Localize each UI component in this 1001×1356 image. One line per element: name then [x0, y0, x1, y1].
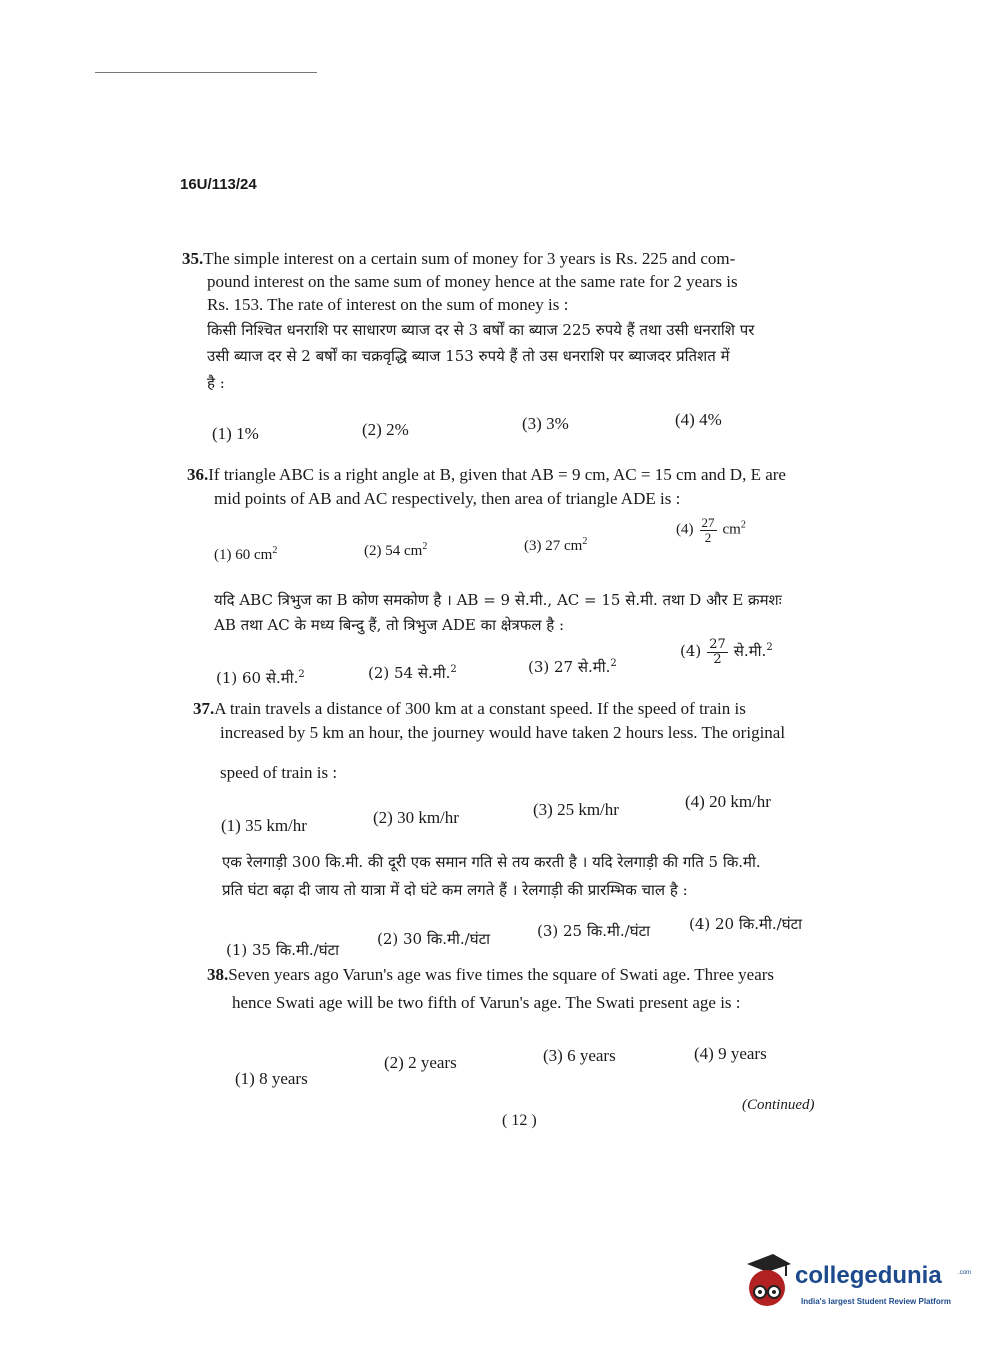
question-37-option-1: (1) 35 km/hr [221, 816, 307, 835]
question-36-option-1: (1) 60 $cm^2$ [214, 545, 278, 563]
brand-tagline: India's largest Student Review Platform [801, 1297, 951, 1306]
question-37-hindi-option-2: (2) 30 कि.मी./घंटा [377, 930, 491, 948]
question-37-hindi-option-4: (4) 20 कि.मी./घंटा [689, 915, 803, 933]
question-36-hindi-line-1: यदि ABC त्रिभुज का B कोण समकोण है । AB = 9 से.मी., AC = 15 से.मी. तथा D और E क्रमशः [214, 591, 782, 609]
question-36-hindi-option-4: (4) $\frac{27}{2}$ से.मी.$^2$ [680, 637, 773, 667]
mascot-icon [743, 1252, 795, 1314]
question-35-line-2: pound interest on the same sum of money hence at the same rate for 2 years is [207, 272, 738, 291]
page-number: ( 12 ) [502, 1112, 537, 1129]
question-35-option-3: (3) 3% [522, 414, 569, 433]
question-38-number: 38. [207, 965, 229, 984]
question-38-line-1: 38.Seven years ago Varun's age was five times the square of Swati age. Three years [207, 965, 775, 984]
question-38-line-2: hence Swati age will be two fifth of Varun's age. The Swati present age is : [232, 993, 741, 1012]
fraction: $\frac{27}{2}$ [709, 637, 726, 667]
question-38-option-4: (4) 9 years [694, 1044, 767, 1063]
brand-name: collegedunia [795, 1262, 942, 1289]
brand-domain: .com [958, 1270, 972, 1276]
collegedunia-logo [743, 1252, 972, 1314]
question-37-option-4: (4) 20 km/hr [685, 792, 771, 811]
question-37-hindi-option-1: (1) 35 कि.मी./घंटा [226, 941, 340, 959]
question-37-number: 37. [193, 699, 215, 718]
question-36-number: 36. [187, 465, 209, 484]
question-35-option-4: (4) 4% [675, 410, 722, 429]
question-35-hindi-line-3: है : [207, 374, 225, 392]
question-35-hindi-line-1: किसी निश्चित धनराशि पर साधारण ब्याज दर से 3 बर्षों का ब्याज 225 रुपये हैं तथा उसी धनराशि पर [207, 321, 755, 339]
question-35-line-3: Rs. 153. The rate of interest on the sum of money is : [207, 295, 569, 314]
question-37-option-2: (2) 30 km/hr [373, 808, 459, 827]
question-37-line-1: 37.A train travels a distance of 300 km at a constant speed. If the speed of train is [193, 699, 746, 718]
top-rule [95, 72, 317, 73]
question-37-hindi-line-1: एक रेलगाड़ी 300 कि.मी. की दूरी एक समान गति से तय करती है । यदि रेलगाड़ी की गति 5 कि.मी. [222, 853, 761, 871]
question-35-option-1: (1) 1% [212, 424, 259, 443]
question-38-option-3: (3) 6 years [543, 1046, 616, 1065]
question-35-line-1: 35.The simple interest on a certain sum of money for 3 years is Rs. 225 and com- [182, 249, 736, 268]
question-36-line-2: mid points of AB and AC respectively, then area of triangle ADE is : [214, 489, 681, 508]
question-37-line-2: increased by 5 km an hour, the journey would have taken 2 hours less. The original [220, 723, 786, 742]
question-38-option-2: (2) 2 years [384, 1053, 457, 1072]
question-36-option-3: (3) 27 $cm^2$ [524, 536, 588, 554]
question-37-hindi-option-3: (3) 25 कि.मी./घंटा [537, 922, 651, 940]
question-36-hindi-line-2: AB तथा AC के मध्य बिन्दु हैं, तो त्रिभुज ADE का क्षेत्रफल है : [214, 616, 565, 634]
question-38-option-1: (1) 8 years [235, 1069, 308, 1088]
question-36-hindi-option-1: (1) 60 से.मी.$^2$ [216, 669, 305, 687]
question-37-option-3: (3) 25 km/hr [533, 800, 619, 819]
question-35-option-2: (2) 2% [362, 420, 409, 439]
question-36-hindi-option-2: (2) 54 से.मी.$^2$ [368, 664, 457, 682]
fraction: $\frac{27}{2}$ [701, 515, 715, 545]
question-37-line-3: speed of train is : [220, 763, 338, 782]
question-35-number: 35. [182, 249, 204, 268]
continued-label: (Continued) [742, 1097, 815, 1113]
paper-code: 16U/113/24 [180, 176, 257, 193]
question-35-hindi-line-2: उसी ब्याज दर से 2 बर्षों का चक्रवृद्धि ब्याज 153 रुपये हैं तो उस धनराशि पर ब्याजदर प्रतिशत में [207, 347, 730, 365]
question-36-hindi-option-3: (3) 27 से.मी.$^2$ [528, 658, 617, 676]
question-36-option-2: (2) 54 $cm^2$ [364, 541, 428, 559]
question-36-line-1: 36.If triangle ABC is a right angle at B, given that AB = 9 cm, AC = 15 cm and D, E are [187, 465, 786, 484]
question-36-option-4: (4) $\frac{27}{2}$ $cm^2$ [676, 515, 746, 545]
question-37-hindi-line-2: प्रति घंटा बढ़ा दी जाय तो यात्रा में दो घंटे कम लगते हैं । रेलगाड़ी की प्रारम्भिक चाल है : [222, 881, 688, 899]
